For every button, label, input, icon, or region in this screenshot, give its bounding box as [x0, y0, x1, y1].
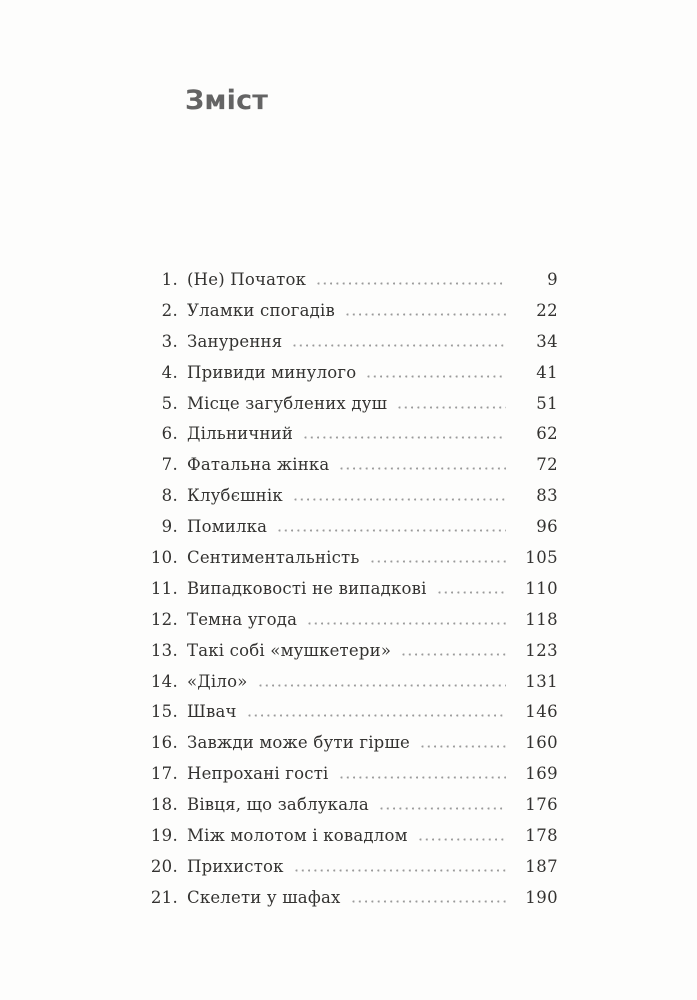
toc-entry-page: 22 [536, 300, 558, 320]
dotted-leader-icon [278, 529, 506, 532]
toc-entry-title: Фатальна жінка [187, 455, 330, 475]
toc-entry-number: 10. [150, 548, 178, 568]
toc-entry[interactable] [150, 759, 558, 790]
toc-entry-page: 51 [536, 393, 558, 413]
dotted-leader-icon [294, 498, 506, 501]
toc-entry[interactable] [150, 821, 558, 852]
dotted-leader-icon [402, 653, 506, 656]
toc-entry[interactable] [150, 389, 558, 420]
dotted-leader-icon [340, 467, 506, 470]
toc-entry-page: 83 [536, 486, 558, 506]
toc-entry-number: 13. [150, 640, 178, 660]
dotted-leader-icon [317, 282, 506, 285]
toc-entry-title: Прихисток [187, 856, 284, 876]
toc-entry[interactable] [150, 728, 558, 759]
toc-entry-number: 18. [150, 795, 178, 815]
toc-entry[interactable] [150, 265, 558, 296]
toc-entry-title: Випадковості не випадкові [187, 578, 427, 598]
toc-entry[interactable] [150, 790, 558, 821]
toc-entry-number: 1. [161, 270, 178, 289]
toc-entry[interactable] [150, 852, 558, 883]
toc-entry-number: 17. [150, 764, 178, 784]
toc-entry-number: 16. [150, 733, 178, 753]
toc-entry-page: 96 [536, 517, 558, 537]
toc-entry-page: 169 [525, 764, 558, 784]
dotted-leader-icon [438, 591, 506, 594]
toc-entry-number: 12. [150, 609, 178, 629]
toc-entry-page: 34 [536, 331, 558, 351]
toc-entry[interactable] [150, 327, 558, 358]
toc-entry-number: 14. [150, 671, 178, 691]
dotted-leader-icon [304, 436, 506, 439]
toc-entry-title: Такі собі «мушкетери» [187, 640, 392, 660]
toc-entry-title: Швач [187, 702, 237, 722]
toc-entry-page: 110 [525, 578, 558, 598]
toc-entry[interactable] [150, 543, 558, 574]
toc-entry[interactable] [150, 883, 558, 914]
toc-entry-number: 5. [161, 393, 178, 413]
toc-entry-page: 187 [525, 856, 558, 876]
toc-entry-page: 178 [525, 826, 558, 846]
toc-entry[interactable] [150, 697, 558, 728]
toc-entry-title: Привиди минулого [187, 362, 357, 382]
toc-entry-page: 190 [525, 887, 558, 907]
toc-entry-number: 11. [150, 578, 178, 598]
toc-entry-number: 4. [161, 362, 178, 382]
toc-entry[interactable] [150, 358, 558, 389]
toc-entry-number: 9. [161, 517, 178, 537]
toc-entry-title: (Не) Початок [187, 270, 307, 289]
toc-entry-page: 176 [525, 795, 558, 815]
dotted-leader-icon [419, 838, 506, 841]
toc-entry[interactable] [150, 450, 558, 481]
toc-entry-title: Помилка [187, 517, 268, 537]
toc-entry-title: Скелети у шафах [187, 887, 341, 907]
toc-entry-page: 9 [547, 270, 558, 289]
toc-entry-title: Уламки спогадів [187, 300, 336, 320]
toc-entry-page: 105 [525, 548, 558, 568]
toc-entry[interactable] [150, 296, 558, 327]
toc-entry[interactable] [150, 419, 558, 450]
toc-entry-title: Непрохані гості [187, 764, 329, 784]
toc-entry[interactable] [150, 574, 558, 605]
toc-entry-title: Завжди може бути гірше [187, 733, 410, 753]
dotted-leader-icon [308, 622, 506, 625]
toc-entry-page: 41 [536, 362, 558, 382]
toc-entry[interactable] [150, 605, 558, 636]
toc-entry-number: 6. [161, 424, 178, 444]
dotted-leader-icon [346, 313, 506, 316]
toc-entry[interactable] [150, 667, 558, 698]
toc-entry-number: 19. [150, 826, 178, 846]
toc-entry-title: Темна угода [187, 609, 298, 629]
toc-entry-title: Місце загублених душ [187, 393, 388, 413]
dotted-leader-icon [371, 560, 506, 563]
toc-entry-number: 7. [161, 455, 178, 475]
page-title: Зміст [185, 85, 269, 116]
toc-entry-page: 72 [536, 455, 558, 475]
dotted-leader-icon [248, 714, 506, 717]
toc-entry[interactable] [150, 481, 558, 512]
toc-entry-number: 8. [161, 486, 178, 506]
toc-entry-page: 123 [525, 640, 558, 660]
toc-entry-title: Вівця, що заблукала [187, 795, 369, 815]
toc-entry-page: 131 [525, 671, 558, 691]
toc-entry-number: 20. [150, 856, 178, 876]
dotted-leader-icon [367, 375, 506, 378]
toc-entry-title: «Діло» [187, 671, 248, 691]
dotted-leader-icon [295, 869, 506, 872]
toc-entry-title: Між молотом і ковадлом [187, 826, 408, 846]
dotted-leader-icon [293, 344, 506, 347]
toc-entry-page: 146 [525, 702, 558, 722]
toc-entry-number: 15. [150, 702, 178, 722]
toc-list [150, 265, 558, 914]
dotted-leader-icon [259, 684, 507, 687]
toc-entry[interactable] [150, 512, 558, 543]
toc-entry-page: 62 [536, 424, 558, 444]
toc-entry-title: Занурення [187, 331, 283, 351]
toc-entry-title: Клубєшнік [187, 486, 283, 506]
toc-entry[interactable] [150, 636, 558, 667]
toc-entry-number: 2. [161, 300, 178, 320]
dotted-leader-icon [380, 807, 506, 810]
dotted-leader-icon [352, 900, 506, 903]
toc-entry-title: Дільничний [187, 424, 294, 444]
dotted-leader-icon [421, 745, 506, 748]
toc-entry-number: 21. [150, 887, 178, 907]
dotted-leader-icon [340, 776, 506, 779]
toc-entry-page: 160 [525, 733, 558, 753]
toc-entry-page: 118 [525, 609, 558, 629]
toc-entry-number: 3. [161, 331, 178, 351]
dotted-leader-icon [398, 406, 506, 409]
toc-entry-title: Сентиментальність [187, 548, 360, 568]
